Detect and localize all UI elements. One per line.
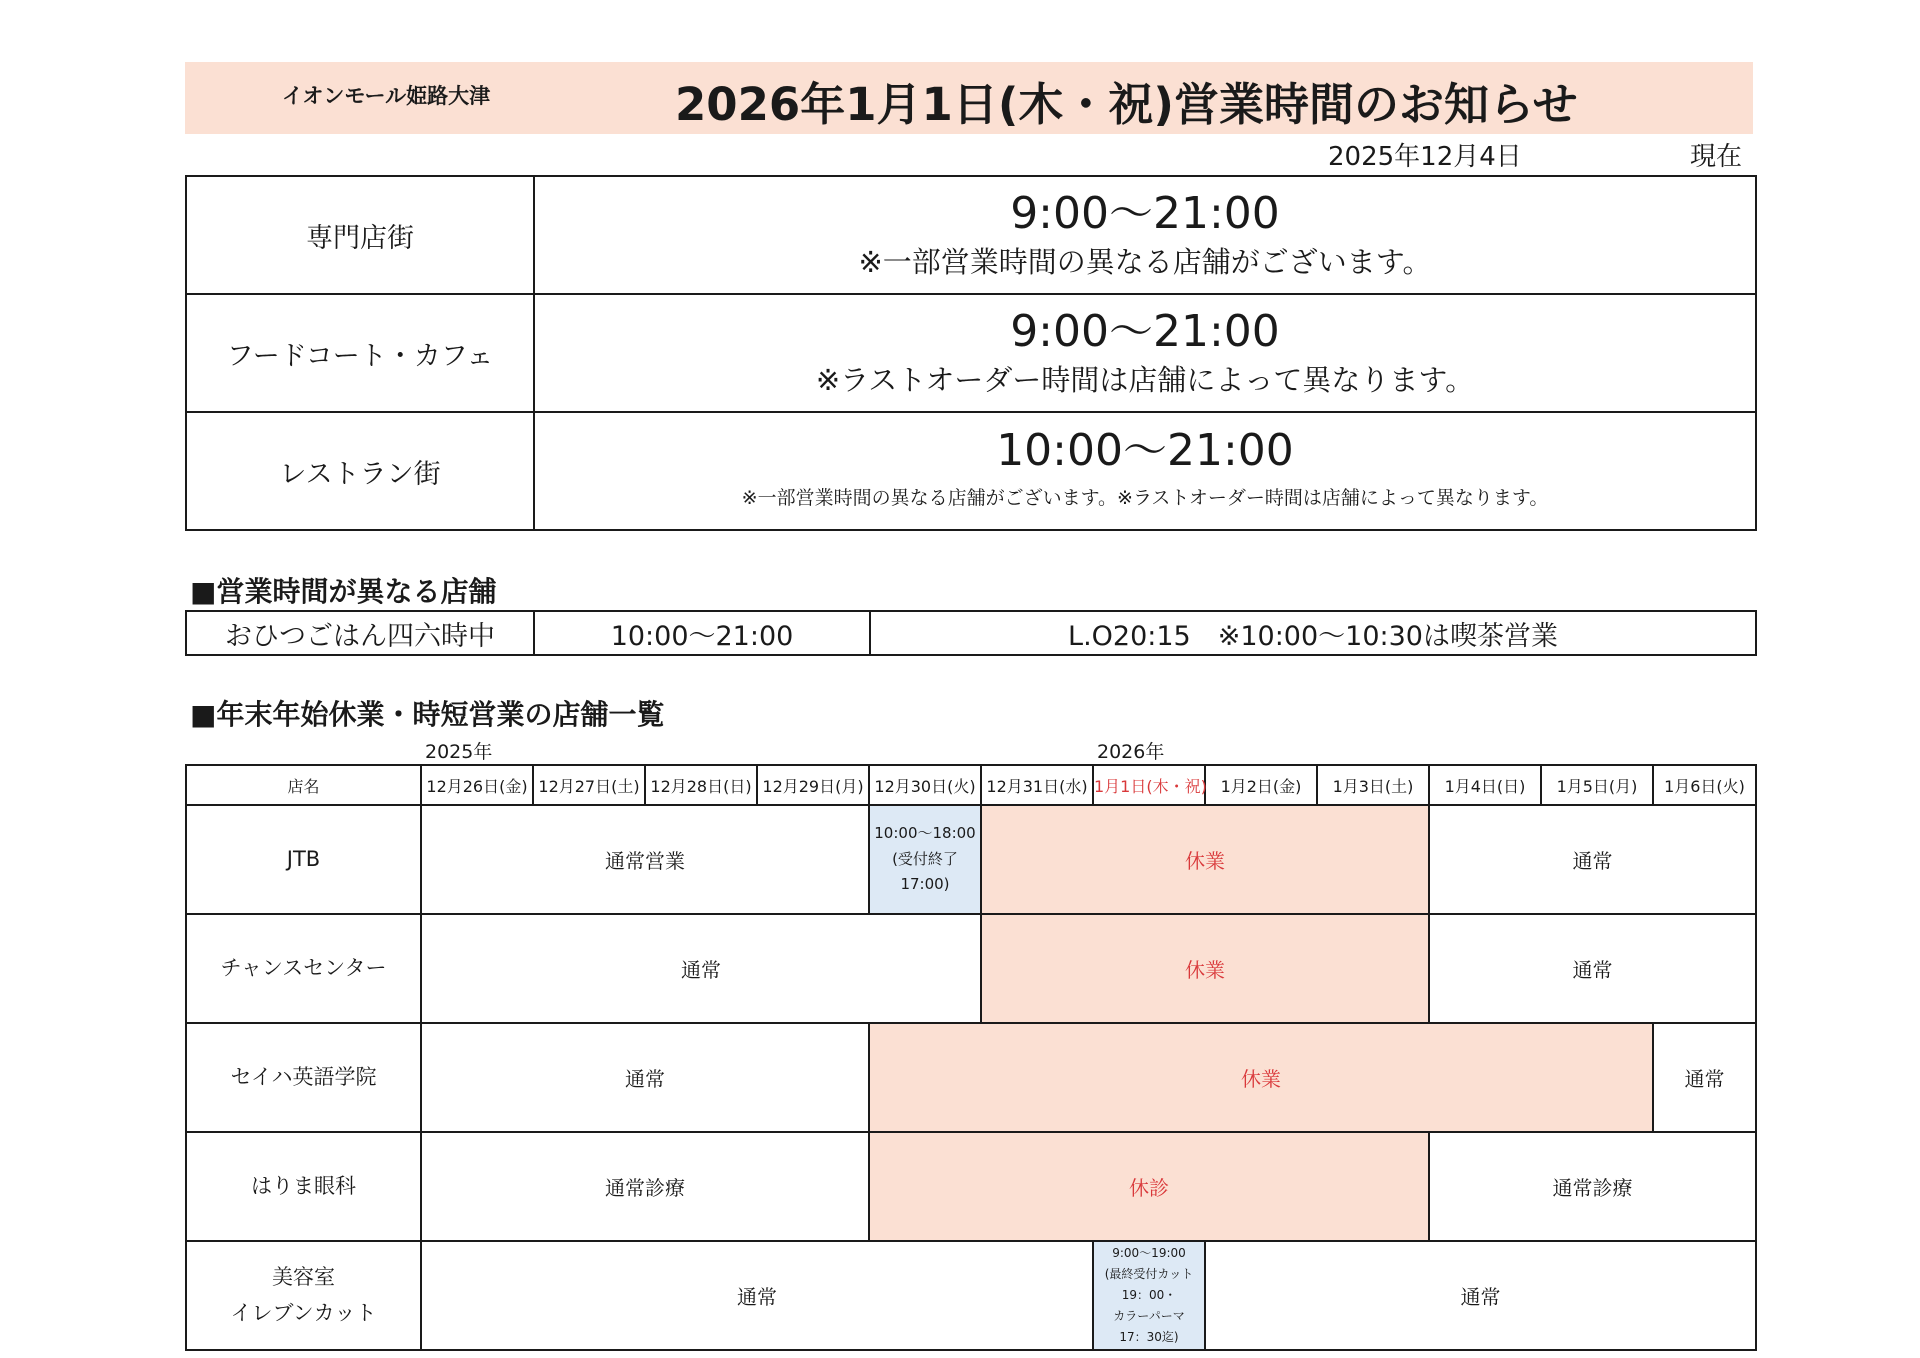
short-hours-line: 17：30迄)	[1119, 1330, 1179, 1344]
date-header: 12月28日(日)	[645, 765, 757, 805]
short-hours-cell	[869, 805, 981, 914]
date-header: 12月27日(土)	[533, 765, 645, 805]
shop-column-header: 店名	[186, 765, 421, 805]
shop-name: セイハ英語学院	[186, 1023, 421, 1132]
closed-cell: 休業	[981, 914, 1429, 1023]
hours-cell	[534, 412, 1756, 530]
shop-note: L.O20:15 ※10:00～10:30は喫茶営業	[870, 611, 1756, 655]
shop-name: はりま眼科	[186, 1132, 421, 1241]
short-hours-line: 9:00～19:00	[1112, 1246, 1186, 1260]
shop-hours: 10:00～21:00	[534, 611, 870, 655]
date-header: 1月5日(月)	[1541, 765, 1653, 805]
mall-name: イオンモール姫路大津	[282, 84, 491, 108]
date-header-row	[186, 765, 1756, 805]
table-row	[186, 914, 1756, 1023]
table-row	[186, 1132, 1756, 1241]
closed-cell: 休業	[981, 805, 1429, 914]
closed-cell: 休診	[869, 1132, 1429, 1241]
shop-name: おひつごはん四六時中	[186, 611, 534, 655]
date-header: 12月30日(火)	[869, 765, 981, 805]
date-header-holiday: 1月1日(木・祝)	[1093, 765, 1205, 805]
date-header: 1月6日(火)	[1653, 765, 1756, 805]
status-cell: 通常	[421, 914, 981, 1023]
as-of-label: 現在	[1690, 142, 1743, 172]
status-cell: 通常	[1429, 805, 1756, 914]
area-name: レストラン街	[186, 412, 534, 530]
shop-name-line: 美容室	[272, 1264, 335, 1289]
table-row	[186, 611, 1756, 655]
short-hours-line: 17:00)	[900, 875, 950, 894]
status-cell: 通常診療	[421, 1132, 869, 1241]
short-hours-line: (最終受付カット	[1104, 1267, 1194, 1281]
status-cell: 通常営業	[421, 805, 869, 914]
table-row	[186, 805, 1756, 914]
date-header: 1月3日(土)	[1317, 765, 1429, 805]
table-row	[186, 1241, 1756, 1350]
business-hours-table	[185, 175, 1757, 531]
hours-value: 9:00～21:00	[1010, 187, 1280, 239]
different-hours-heading: ■営業時間が異なる店舗	[190, 575, 497, 608]
shop-name	[186, 1241, 421, 1350]
hours-cell	[534, 294, 1756, 412]
shop-name: チャンスセンター	[186, 914, 421, 1023]
shop-name: JTB	[186, 805, 421, 914]
shop-name-line: イレブンカット	[230, 1300, 377, 1325]
short-hours-line: (受付終了	[892, 849, 958, 868]
hours-note: ※ラストオーダー時間は店舗によって異なります。	[815, 362, 1475, 397]
hours-note: ※一部営業時間の異なる店舗がございます。	[858, 244, 1432, 279]
date-header: 1月4日(日)	[1429, 765, 1541, 805]
area-name: フードコート・カフェ	[186, 294, 534, 412]
short-hours-line: 19：00・	[1121, 1288, 1177, 1302]
hours-row	[186, 176, 1756, 294]
as-of-date: 2025年12月4日	[1328, 142, 1522, 172]
status-cell: 通常	[1205, 1241, 1756, 1350]
page-title: 2026年1月1日(木・祝)営業時間のお知らせ	[675, 78, 1578, 131]
table-row	[186, 1023, 1756, 1132]
status-cell: 通常	[421, 1023, 869, 1132]
date-header: 1月2日(金)	[1205, 765, 1317, 805]
hours-cell	[534, 176, 1756, 294]
hours-value: 10:00～21:00	[996, 424, 1294, 476]
hours-row	[186, 412, 1756, 530]
date-header: 12月31日(水)	[981, 765, 1093, 805]
hours-note: ※一部営業時間の異なる店舗がございます。※ラストオーダー時間は店舗によって異なります。	[741, 486, 1549, 509]
hours-value: 9:00～21:00	[1010, 305, 1280, 357]
year-label-2026: 2026年	[1097, 741, 1165, 763]
short-hours-line: 10:00～18:00	[874, 824, 976, 843]
hours-row	[186, 294, 1756, 412]
date-header: 12月29日(月)	[757, 765, 869, 805]
date-header: 12月26日(金)	[421, 765, 533, 805]
closures-heading: ■年末年始休業・時短営業の店舗一覧	[190, 698, 665, 731]
closed-cell: 休業	[869, 1023, 1653, 1132]
short-hours-cell	[1093, 1241, 1205, 1350]
status-cell: 通常	[421, 1241, 1093, 1350]
year-label-2025: 2025年	[425, 741, 493, 763]
different-hours-table	[185, 610, 1757, 656]
closures-table	[185, 764, 1757, 1351]
status-cell: 通常	[1653, 1023, 1756, 1132]
area-name: 専門店街	[186, 176, 534, 294]
short-hours-line: カラーパーマ	[1113, 1309, 1185, 1323]
status-cell: 通常	[1429, 914, 1756, 1023]
status-cell: 通常診療	[1429, 1132, 1756, 1241]
